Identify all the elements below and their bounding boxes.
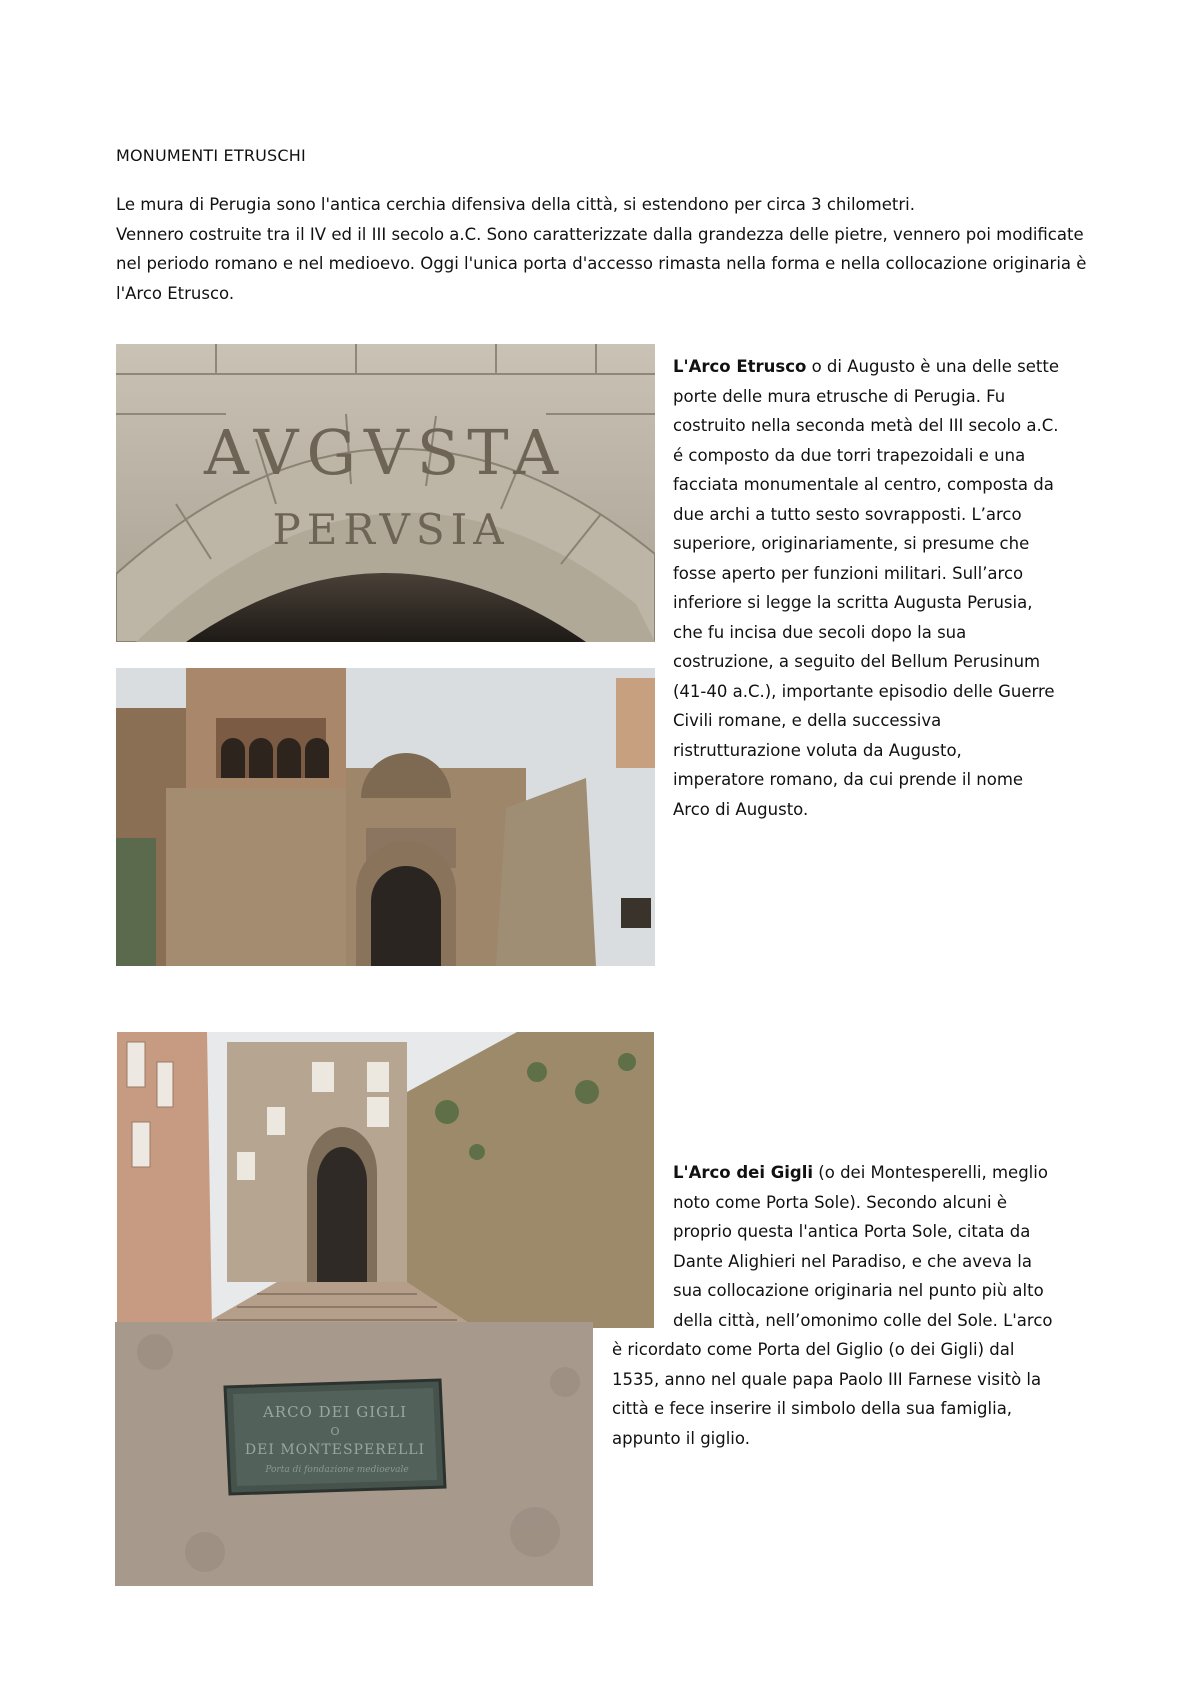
description-line: costruito nella seconda metà del III secolo a.C.	[673, 416, 1059, 435]
arco-etrusco-name: L'Arco Etrusco	[673, 357, 807, 376]
arco-gigli-photo	[117, 1032, 654, 1328]
inscription-bottom-text: PERVSIA	[272, 505, 510, 554]
description-line: della città, nell’omonimo colle del Sole. L'arco	[673, 1310, 1053, 1330]
description-line: ristrutturazione voluta da Augusto,	[673, 740, 962, 760]
description-line: è ricordato come Porta del Giglio (o dei Gigli) dal	[612, 1340, 1015, 1359]
description-line: é composto da due torri trapezoidali e una	[673, 445, 1026, 465]
arco-etrusco-photo	[116, 668, 655, 966]
description-line: che fu incisa due secoli dopo la sua	[673, 622, 967, 642]
description-line: noto come Porta Sole). Secondo alcuni è	[673, 1192, 1008, 1212]
arco-gigli-description-top	[673, 1158, 1053, 1335]
page-title: MONUMENTI ETRUSCHI	[116, 146, 306, 165]
intro-paragraph	[116, 190, 1106, 308]
plaque-line-3: DEI MONTESPERELLI	[244, 1442, 426, 1458]
description-line: (41-40 a.C.), importante episodio delle Guerre	[673, 681, 1055, 701]
description-line: Dante Alighieri nel Paradiso, e che aveva la	[673, 1251, 1032, 1271]
description-line: facciata monumentale al centro, composta da	[673, 475, 1054, 494]
description-line: imperatore romano, da cui prende il nome	[673, 770, 1024, 789]
description-line: porte delle mura etrusche di Perugia. Fu	[673, 386, 1006, 406]
intro-line: Vennero costruite tra il IV ed il III secolo a.C. Sono caratterizzate dalla grandezza delle pietre, vennero poi modificate nel periodo romano e nel medioevo. Oggi l'unica porta d'accesso rimasta nella forma e nella collocazione originaria è l'Arco Etrusco.	[116, 224, 1087, 303]
description-line: proprio questa l'antica Porta Sole, citata da	[673, 1222, 1031, 1241]
arco-gigli-name: L'Arco dei Gigli	[673, 1163, 814, 1182]
inscription-photo	[116, 344, 655, 642]
description-line: Arco di Augusto.	[673, 799, 809, 819]
description-line: superiore, originariamente, si presume che	[673, 534, 1030, 553]
plaque-photo	[115, 1322, 593, 1586]
intro-line: Le mura di Perugia sono l'antica cerchia difensiva della città, si estendono per circa 3 chilometri.	[116, 195, 915, 214]
plaque-line-2: O	[330, 1425, 340, 1438]
arco-gigli-description-bottom	[612, 1335, 1041, 1453]
description-line: (o dei Montesperelli, meglio	[813, 1163, 1048, 1182]
description-line: inferiore si legge la scritta Augusta Perusia,	[673, 593, 1033, 612]
description-line: Civili romane, e della successiva	[673, 711, 942, 730]
description-line: 1535, anno nel quale papa Paolo III Farnese visitò la	[612, 1369, 1042, 1389]
inscription-top-text: AVGVSTA	[204, 416, 566, 489]
description-line: fosse aperto per funzioni militari. Sull’arco	[673, 563, 1024, 583]
description-line: due archi a tutto sesto sovrapposti. L’arco	[673, 504, 1022, 524]
plaque-line-1: ARCO DEI GIGLI	[262, 1403, 408, 1421]
description-line: costruzione, a seguito del Bellum Perusinum	[673, 652, 1041, 671]
plaque-line-4: Porta di fondazione medioevale	[265, 1465, 409, 1475]
description-line: sua collocazione originaria nel punto più alto	[673, 1281, 1044, 1300]
description-line: città e fece inserire il simbolo della sua famiglia,	[612, 1399, 1013, 1418]
description-line: appunto il giglio.	[612, 1428, 750, 1448]
arco-etrusco-description	[673, 352, 1059, 824]
description-line: o di Augusto è una delle sette	[806, 357, 1059, 376]
